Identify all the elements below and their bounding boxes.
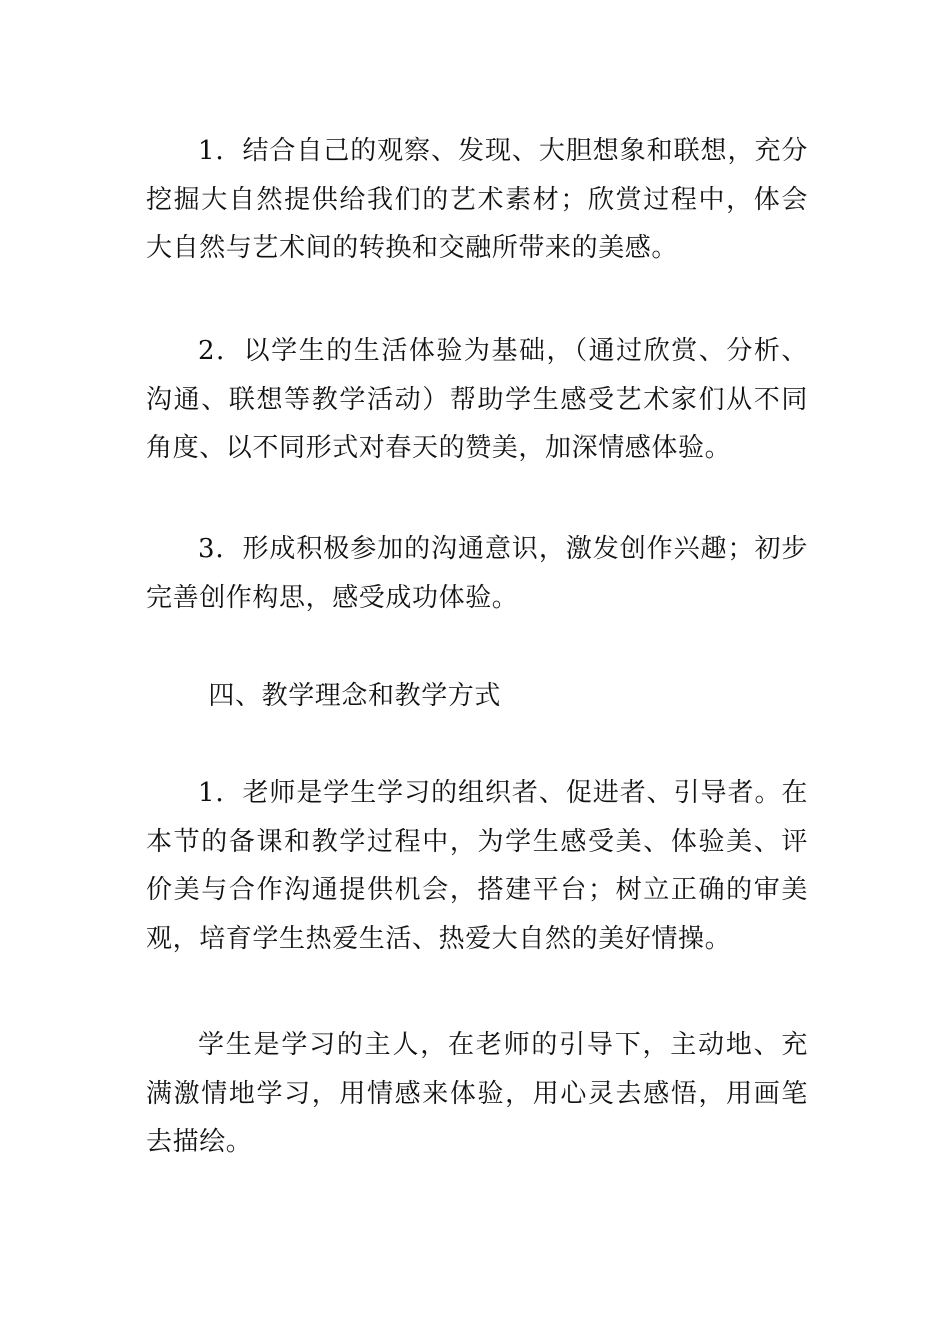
objective-paragraph-2: 2．以学生的生活体验为基础，（通过欣赏、分析、沟通、联想等教学活动）帮助学生感受艺术家们从不同角度、以不同形式对春天的赞美，加深情感体验。 — [146, 336, 808, 463]
objective-paragraph-1: 1．结合自己的观察、发现、大胆想象和联想，充分挖掘大自然提供给我们的艺术素材；欣赏过程中，体会大自然与艺术间的转换和交融所带来的美感。 — [146, 136, 808, 263]
objective-paragraph-3: 3．形成积极参加的沟通意识，激发创作兴趣；初步完善创作构思，感受成功体验。 — [146, 534, 808, 613]
teaching-concept-paragraph-1: 1．老师是学生学习的组织者、促进者、引导者。在本节的备课和教学过程中，为学生感受美、体验美、评价美与合作沟通提供机会，搭建平台；树立正确的审美观，培育学生热爱生活、热爱大自然的美好情操。 — [146, 778, 808, 954]
teaching-concept-paragraph-2: 学生是学习的主人，在老师的引导下，主动地、充满激情地学习，用情感来体验，用心灵去感悟，用画笔去描绘。 — [146, 1030, 808, 1157]
section-heading: 四、教学理念和教学方式 — [208, 681, 501, 711]
